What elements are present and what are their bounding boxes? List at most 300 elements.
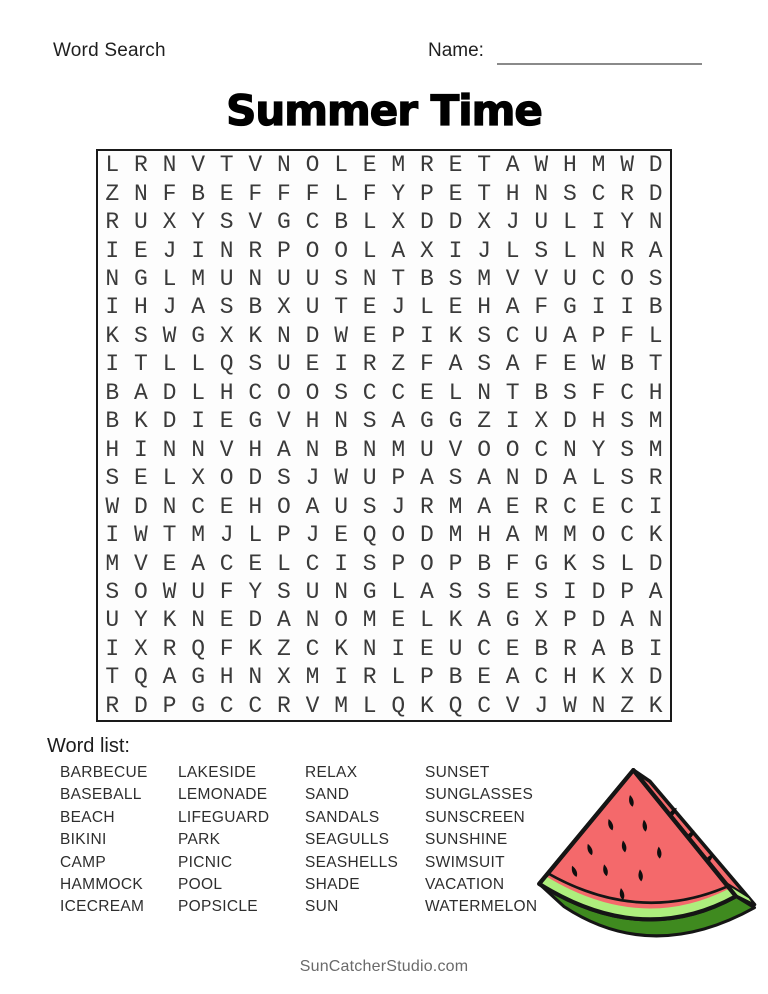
grid-cell: E bbox=[477, 664, 491, 691]
grid-cell: M bbox=[391, 152, 406, 179]
grid-cell: I bbox=[191, 408, 205, 435]
grid-cell: W bbox=[534, 152, 549, 179]
grid-cell: K bbox=[248, 322, 263, 349]
word-list-item: SUNSCREEN bbox=[425, 808, 526, 826]
grid-cell: J bbox=[305, 522, 320, 549]
puzzle-grid bbox=[96, 149, 672, 722]
grid-cell: E bbox=[248, 550, 263, 577]
grid-cell: P bbox=[620, 578, 634, 605]
grid-cell: R bbox=[419, 152, 434, 179]
grid-cell: S bbox=[448, 465, 463, 492]
word-list-item: SEASHELLS bbox=[305, 853, 399, 871]
grid-cell: O bbox=[505, 436, 520, 463]
grid-cell: U bbox=[133, 209, 148, 236]
grid-cell: W bbox=[562, 692, 577, 719]
grid-cell: M bbox=[448, 522, 463, 549]
grid-cell: C bbox=[248, 379, 263, 406]
grid-cell: B bbox=[648, 294, 663, 321]
grid-cell: A bbox=[562, 465, 577, 492]
grid-cell: J bbox=[305, 465, 320, 492]
grid-cell: T bbox=[133, 351, 148, 378]
grid-cell: P bbox=[591, 322, 606, 349]
grid-cell: A bbox=[391, 408, 406, 435]
grid-cell: P bbox=[419, 180, 434, 207]
grid-cell: N bbox=[477, 379, 491, 406]
grid-cell: U bbox=[419, 436, 434, 463]
grid-cell: J bbox=[391, 493, 406, 520]
grid-cell: S bbox=[362, 493, 377, 520]
grid-cell: L bbox=[448, 379, 463, 406]
grid-cell: B bbox=[620, 635, 634, 662]
grid-cell: Q bbox=[219, 351, 234, 378]
grid-cell: D bbox=[591, 607, 606, 634]
grid-cell: R bbox=[620, 237, 634, 264]
grid-cell: N bbox=[191, 436, 205, 463]
grid-cell: H bbox=[562, 664, 577, 691]
grid-cell: L bbox=[591, 465, 606, 492]
grid-cell: K bbox=[334, 635, 348, 662]
grid-cell: R bbox=[133, 152, 148, 179]
grid-cell: F bbox=[305, 180, 320, 207]
grid-cell: S bbox=[276, 465, 291, 492]
word-list-item: BASEBALL bbox=[60, 786, 142, 804]
grid-cell: K bbox=[648, 522, 663, 549]
grid-cell: B bbox=[334, 436, 348, 463]
grid-cell: T bbox=[477, 152, 491, 179]
grid-cell: D bbox=[534, 465, 549, 492]
grid-cell: O bbox=[334, 237, 348, 264]
grid-cell: A bbox=[133, 379, 148, 406]
name-label: Name: bbox=[428, 40, 484, 61]
grid-cell: L bbox=[334, 180, 348, 207]
grid-cell: O bbox=[391, 522, 406, 549]
grid-cell: E bbox=[591, 493, 606, 520]
grid-cell: F bbox=[219, 635, 234, 662]
grid-cell: H bbox=[591, 408, 606, 435]
grid-cell: C bbox=[620, 493, 634, 520]
grid-cell: O bbox=[219, 465, 234, 492]
grid-cell: A bbox=[419, 465, 434, 492]
grid-cell: V bbox=[191, 152, 205, 179]
word-list-column bbox=[60, 762, 178, 919]
grid-cell: K bbox=[419, 692, 434, 719]
grid-cell: D bbox=[162, 379, 177, 406]
grid-cell: R bbox=[534, 493, 549, 520]
page-title: Summer Time bbox=[226, 86, 542, 135]
grid-cell: P bbox=[276, 237, 291, 264]
grid-cell: Z bbox=[620, 692, 634, 719]
grid-cell: U bbox=[534, 322, 549, 349]
grid-cell: B bbox=[105, 408, 120, 435]
grid-cell: P bbox=[391, 550, 406, 577]
grid-cell: S bbox=[448, 266, 463, 293]
grid-cell: F bbox=[276, 180, 291, 207]
grid-cell: L bbox=[334, 152, 348, 179]
grid-cell: E bbox=[162, 550, 177, 577]
grid-cell: G bbox=[248, 408, 263, 435]
grid-cell: H bbox=[505, 180, 520, 207]
grid-cell: B bbox=[477, 550, 491, 577]
grid-cell: D bbox=[562, 408, 577, 435]
grid-cell: C bbox=[219, 692, 234, 719]
grid-cell: S bbox=[534, 578, 549, 605]
grid-cell: P bbox=[391, 322, 406, 349]
word-list-item: ICECREAM bbox=[60, 898, 145, 916]
grid-cell: C bbox=[620, 379, 634, 406]
grid-cell: D bbox=[419, 209, 434, 236]
grid-cell: E bbox=[133, 465, 148, 492]
grid-cell: D bbox=[419, 522, 434, 549]
word-list-item: SWIMSUIT bbox=[425, 853, 505, 871]
grid-cell: U bbox=[191, 578, 205, 605]
grid-cell: D bbox=[648, 664, 663, 691]
grid-cell: X bbox=[133, 635, 148, 662]
grid-cell: I bbox=[448, 237, 463, 264]
grid-cell: Q bbox=[191, 635, 205, 662]
grid-cell: W bbox=[105, 493, 120, 520]
grid-cell: S bbox=[648, 266, 663, 293]
grid-cell: S bbox=[477, 322, 491, 349]
grid-cell: G bbox=[362, 578, 377, 605]
grid-cell: I bbox=[105, 522, 120, 549]
grid-cell: J bbox=[162, 237, 177, 264]
grid-cell: K bbox=[105, 322, 120, 349]
grid-cell: M bbox=[191, 522, 205, 549]
grid-cell: O bbox=[419, 550, 434, 577]
grid-cell: A bbox=[191, 294, 205, 321]
grid-cell: I bbox=[648, 493, 663, 520]
grid-cell: L bbox=[105, 152, 120, 179]
grid-cell: E bbox=[362, 152, 377, 179]
grid-cell: L bbox=[162, 351, 177, 378]
grid-cell: C bbox=[562, 493, 577, 520]
grid-cell: A bbox=[191, 550, 205, 577]
grid-cell: P bbox=[419, 664, 434, 691]
word-list-item: HAMMOCK bbox=[60, 876, 144, 894]
credit-text: SunCatcherStudio.com bbox=[299, 958, 469, 975]
grid-cell: G bbox=[505, 607, 520, 634]
grid-cell: P bbox=[391, 465, 406, 492]
grid-cell: R bbox=[162, 635, 177, 662]
grid-cell: S bbox=[334, 379, 348, 406]
grid-cell: C bbox=[534, 664, 549, 691]
grid-cell: U bbox=[305, 266, 320, 293]
grid-cell: V bbox=[248, 209, 263, 236]
grid-cell: L bbox=[505, 237, 520, 264]
grid-cell: N bbox=[305, 436, 320, 463]
grid-cell: A bbox=[477, 465, 491, 492]
word-list-item: SUNGLASSES bbox=[425, 786, 534, 804]
grid-cell: U bbox=[534, 209, 549, 236]
grid-cell: K bbox=[562, 550, 577, 577]
grid-cell: C bbox=[477, 635, 491, 662]
grid-cell: E bbox=[419, 635, 434, 662]
grid-cell: S bbox=[362, 550, 377, 577]
grid-cell: I bbox=[391, 635, 406, 662]
grid-cell: H bbox=[477, 294, 491, 321]
grid-cell: E bbox=[448, 294, 463, 321]
grid-cell: B bbox=[448, 664, 463, 691]
grid-cell: S bbox=[620, 465, 634, 492]
grid-cell: S bbox=[477, 578, 491, 605]
grid-cell: K bbox=[248, 635, 263, 662]
grid-cell: A bbox=[505, 351, 520, 378]
grid-cell: O bbox=[133, 578, 148, 605]
grid-cell: E bbox=[391, 607, 406, 634]
grid-cell: R bbox=[362, 664, 377, 691]
grid-cell: K bbox=[448, 322, 463, 349]
word-list-item: SEAGULLS bbox=[305, 831, 390, 849]
grid-cell: G bbox=[191, 322, 205, 349]
grid-cell: C bbox=[305, 635, 320, 662]
word-list-column bbox=[178, 762, 305, 919]
grid-cell: L bbox=[620, 550, 634, 577]
grid-cell: S bbox=[591, 550, 606, 577]
grid-cell: L bbox=[562, 237, 577, 264]
grid-cell: E bbox=[334, 522, 348, 549]
grid-cell: N bbox=[248, 266, 263, 293]
grid-cell: U bbox=[276, 266, 291, 293]
grid-cell: U bbox=[276, 351, 291, 378]
grid-cell: I bbox=[133, 436, 148, 463]
grid-cell: T bbox=[105, 664, 120, 691]
grid-cell: K bbox=[162, 607, 177, 634]
grid-cell: B bbox=[105, 379, 120, 406]
grid-cell: I bbox=[191, 237, 205, 264]
grid-cell: S bbox=[219, 294, 234, 321]
grid-cell: Q bbox=[448, 692, 463, 719]
grid-cell: F bbox=[219, 578, 234, 605]
grid-cell: M bbox=[648, 436, 663, 463]
word-list-item: WATERMELON bbox=[425, 898, 538, 916]
grid-cell: L bbox=[419, 607, 434, 634]
grid-cell: P bbox=[162, 692, 177, 719]
grid-cell: O bbox=[305, 379, 320, 406]
grid-cell: F bbox=[248, 180, 263, 207]
grid-cell: W bbox=[334, 322, 348, 349]
grid-cell: S bbox=[620, 436, 634, 463]
grid-cell: H bbox=[562, 152, 577, 179]
grid-cell: N bbox=[334, 408, 348, 435]
grid-cell: X bbox=[276, 294, 291, 321]
grid-cell: Q bbox=[391, 692, 406, 719]
grid-cell: S bbox=[248, 351, 263, 378]
grid-cell: G bbox=[448, 408, 463, 435]
grid-cell: A bbox=[162, 664, 177, 691]
grid-cell: R bbox=[248, 237, 263, 264]
grid-cell: F bbox=[591, 379, 606, 406]
grid-cell: D bbox=[248, 607, 263, 634]
grid-cell: M bbox=[334, 692, 348, 719]
grid-cell: I bbox=[334, 550, 348, 577]
grid-cell: J bbox=[534, 692, 549, 719]
grid-cell: Y bbox=[191, 209, 205, 236]
grid-cell: T bbox=[219, 152, 234, 179]
grid-cell: L bbox=[191, 351, 205, 378]
grid-cell: Y bbox=[248, 578, 263, 605]
grid-cell: M bbox=[362, 607, 377, 634]
grid-cell: E bbox=[505, 578, 520, 605]
grid-cell: R bbox=[620, 180, 634, 207]
grid-cell: A bbox=[477, 493, 491, 520]
grid-cell: H bbox=[219, 664, 234, 691]
grid-cell: T bbox=[162, 522, 177, 549]
word-list-item: BIKINI bbox=[60, 831, 107, 849]
grid-cell: E bbox=[133, 237, 148, 264]
grid-cell: J bbox=[162, 294, 177, 321]
grid-cell: V bbox=[305, 692, 320, 719]
grid-cell: N bbox=[591, 237, 606, 264]
grid-cell: H bbox=[133, 294, 148, 321]
grid-cell: F bbox=[162, 180, 177, 207]
grid-cell: E bbox=[219, 408, 234, 435]
grid-cell: C bbox=[620, 522, 634, 549]
grid-cell: G bbox=[133, 266, 148, 293]
grid-cell: T bbox=[505, 379, 520, 406]
grid-cell: B bbox=[534, 379, 549, 406]
grid-cell: R bbox=[648, 465, 663, 492]
grid-cell: H bbox=[648, 379, 663, 406]
grid-cell: R bbox=[276, 692, 291, 719]
grid-cell: V bbox=[505, 692, 520, 719]
grid-cell: G bbox=[191, 692, 205, 719]
grid-cell: I bbox=[334, 664, 348, 691]
grid-cell: C bbox=[505, 322, 520, 349]
grid-cell: K bbox=[133, 408, 148, 435]
grid-cell: D bbox=[448, 209, 463, 236]
word-list-item: SUN bbox=[305, 898, 339, 916]
grid-cell: I bbox=[505, 408, 520, 435]
word-list-item: SHADE bbox=[305, 876, 360, 894]
word-list-columns bbox=[60, 762, 595, 919]
grid-cell: R bbox=[105, 692, 120, 719]
grid-cell: N bbox=[562, 436, 577, 463]
grid-cell: O bbox=[620, 266, 634, 293]
grid-cell: A bbox=[477, 607, 491, 634]
grid-cell: W bbox=[591, 351, 606, 378]
word-list-item: LEMONADE bbox=[178, 786, 268, 804]
grid-cell: V bbox=[448, 436, 463, 463]
grid-cell: M bbox=[448, 493, 463, 520]
grid-cell: N bbox=[162, 493, 177, 520]
grid-cell: E bbox=[448, 180, 463, 207]
grid-cell: O bbox=[477, 436, 491, 463]
grid-cell: J bbox=[477, 237, 491, 264]
grid-cell: Z bbox=[276, 635, 291, 662]
grid-cell: S bbox=[362, 408, 377, 435]
grid-cell: L bbox=[391, 664, 406, 691]
grid-cell: A bbox=[648, 578, 663, 605]
grid-cell: E bbox=[305, 351, 320, 378]
word-list-label: Word list: bbox=[47, 735, 130, 757]
grid-cell: W bbox=[334, 465, 348, 492]
word-list-item: CAMP bbox=[60, 853, 106, 871]
grid-cell: X bbox=[477, 209, 491, 236]
grid-cell: X bbox=[276, 664, 291, 691]
grid-cell: G bbox=[562, 294, 577, 321]
grid-cell: N bbox=[362, 436, 377, 463]
grid-cell: E bbox=[419, 379, 434, 406]
grid-cell: S bbox=[534, 237, 549, 264]
grid-cell: N bbox=[162, 436, 177, 463]
grid-cell: Y bbox=[591, 436, 606, 463]
grid-cell: U bbox=[362, 465, 377, 492]
grid-cell: S bbox=[105, 578, 120, 605]
grid-cell: U bbox=[305, 294, 320, 321]
grid-cell: G bbox=[419, 408, 434, 435]
word-list-item: SANDALS bbox=[305, 808, 380, 826]
grid-cell: D bbox=[648, 152, 663, 179]
grid-cell: E bbox=[362, 322, 377, 349]
grid-cell: E bbox=[362, 294, 377, 321]
grid-cell: E bbox=[505, 493, 520, 520]
grid-cell: V bbox=[248, 152, 263, 179]
grid-cell: C bbox=[534, 436, 549, 463]
grid-cell: M bbox=[191, 266, 205, 293]
word-list-item: SUNSHINE bbox=[425, 831, 508, 849]
grid-cell: N bbox=[648, 607, 663, 634]
grid-cell: A bbox=[505, 522, 520, 549]
grid-cell: A bbox=[505, 664, 520, 691]
word-list-item: VACATION bbox=[425, 876, 505, 894]
grid-cell: D bbox=[162, 408, 177, 435]
grid-cell: B bbox=[248, 294, 263, 321]
grid-cell: N bbox=[362, 635, 377, 662]
grid-cell: O bbox=[334, 607, 348, 634]
grid-cell: I bbox=[620, 294, 634, 321]
grid-cell: O bbox=[305, 237, 320, 264]
grid-cell: D bbox=[248, 465, 263, 492]
name-underline bbox=[497, 63, 702, 65]
grid-cell: D bbox=[591, 578, 606, 605]
grid-cell: X bbox=[162, 209, 177, 236]
grid-cell: G bbox=[276, 209, 291, 236]
grid-cell: B bbox=[620, 351, 634, 378]
grid-cell: D bbox=[305, 322, 320, 349]
grid-cell: X bbox=[219, 322, 234, 349]
grid-cell: S bbox=[105, 465, 120, 492]
grid-cell: L bbox=[362, 237, 377, 264]
grid-cell: C bbox=[391, 379, 406, 406]
grid-cell: U bbox=[448, 635, 463, 662]
word-list-item: PICNIC bbox=[178, 853, 233, 871]
grid-cell: E bbox=[448, 152, 463, 179]
word-list-item: LIFEGUARD bbox=[178, 808, 270, 826]
grid-cell: O bbox=[591, 522, 606, 549]
grid-cell: A bbox=[305, 493, 320, 520]
grid-cell: U bbox=[334, 493, 348, 520]
grid-cell: E bbox=[562, 351, 577, 378]
grid-cell: A bbox=[505, 152, 520, 179]
grid-cell: V bbox=[276, 408, 291, 435]
grid-cell: D bbox=[648, 180, 663, 207]
grid-cell: W bbox=[162, 322, 177, 349]
grid-cell: C bbox=[219, 550, 234, 577]
grid-cell: O bbox=[305, 152, 320, 179]
grid-cell: E bbox=[219, 493, 234, 520]
word-list-item: LAKESIDE bbox=[178, 764, 257, 781]
grid-cell: R bbox=[419, 493, 434, 520]
grid-cell: L bbox=[362, 692, 377, 719]
grid-cell: U bbox=[562, 266, 577, 293]
grid-cell: M bbox=[591, 152, 606, 179]
grid-cell: N bbox=[305, 607, 320, 634]
grid-cell: N bbox=[362, 266, 377, 293]
word-list-item: POOL bbox=[178, 876, 223, 894]
grid-cell: C bbox=[591, 266, 606, 293]
grid-cell: F bbox=[505, 550, 520, 577]
grid-cell: A bbox=[391, 237, 406, 264]
